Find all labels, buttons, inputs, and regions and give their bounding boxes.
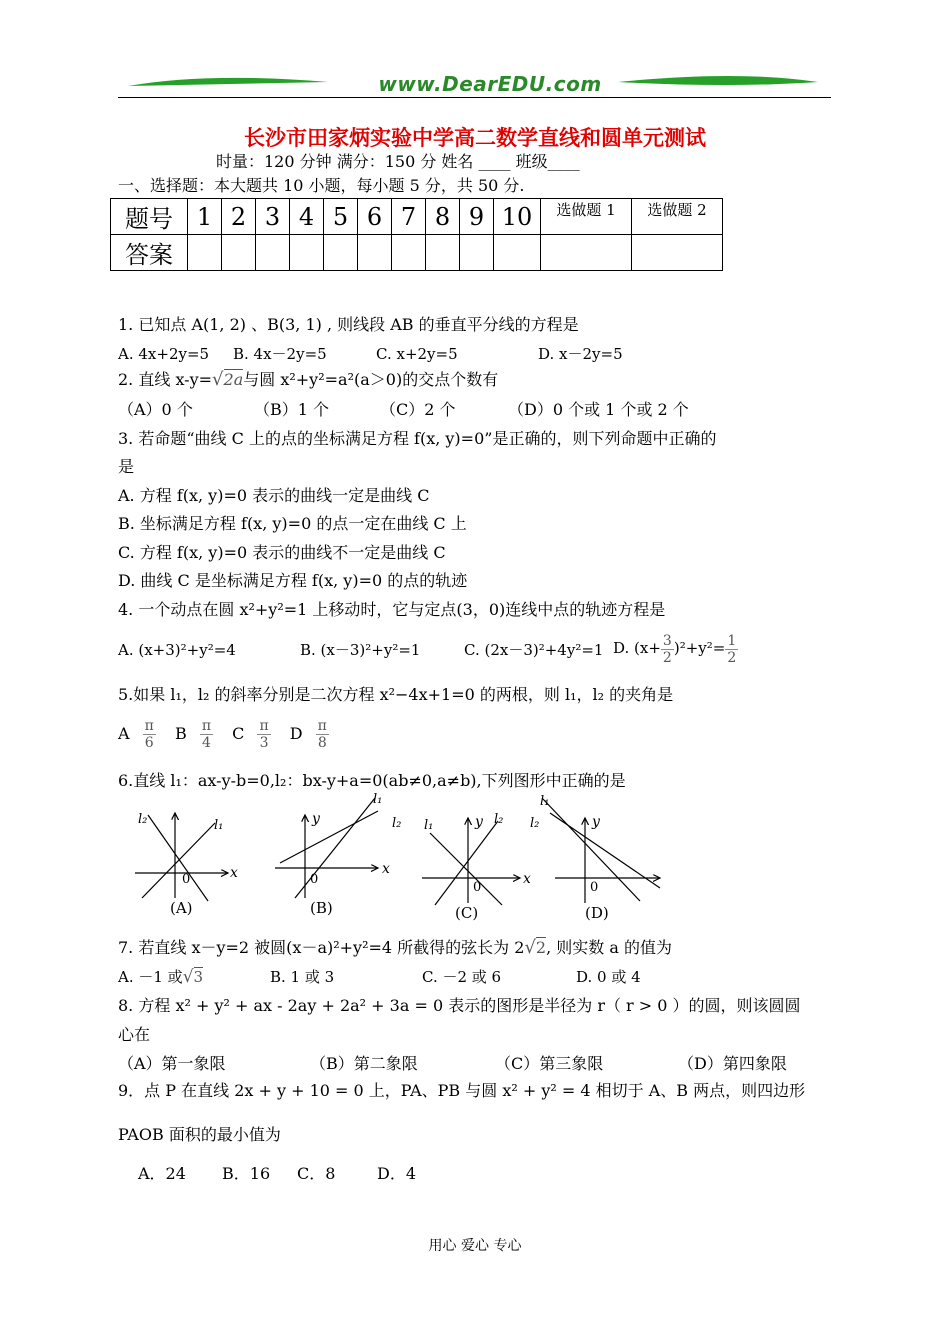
q7-option-b: B. 1 或 3 <box>270 968 335 986</box>
q4-option-c: C. (2x－3)²+4y²=1 <box>464 641 604 659</box>
q8-option-a: （A）第一象限 <box>118 1054 226 1073</box>
q2-option-d: （D）0 个或 1 个或 2 个 <box>508 400 689 419</box>
answer-cell[interactable] <box>426 235 460 271</box>
q8-stem-line2: 心在 <box>118 1025 151 1044</box>
answer-cell[interactable] <box>324 235 358 271</box>
fraction-denominator: 8 <box>317 735 327 751</box>
table-cell: 1 <box>188 199 222 235</box>
table-cell: 4 <box>290 199 324 235</box>
answer-cell[interactable] <box>392 235 426 271</box>
line-label-l2: l₂ <box>392 816 402 831</box>
line-label-l2: l₂ <box>494 812 504 827</box>
q2-stem <box>118 369 498 391</box>
q3-option-b: B. 坐标满足方程 f(x, y)=0 的点一定在曲线 C 上 <box>118 514 467 533</box>
q6-figures <box>130 793 670 923</box>
exam-info: 时量：120 分钟 满分：150 分 姓名 ____ 班级____ <box>216 152 580 171</box>
answer-cell[interactable] <box>222 235 256 271</box>
graph-label-d: (D) <box>585 904 609 922</box>
q7-stem <box>118 937 672 959</box>
q3-option-d: D. 曲线 C 是坐标满足方程 f(x, y)=0 的点的轨迹 <box>118 571 468 590</box>
axis-label-y: y <box>475 814 483 830</box>
q7-option-a <box>118 966 203 988</box>
radical-sign: √ <box>212 369 224 390</box>
fraction-pi-over-4 <box>200 718 213 751</box>
origin-label: 0 <box>473 880 482 895</box>
left-green-swoosh <box>128 78 328 86</box>
answer-cell[interactable] <box>358 235 392 271</box>
answer-cell[interactable] <box>632 235 723 271</box>
q2-option-c: （C）2 个 <box>380 400 456 419</box>
table-cell: 2 <box>222 199 256 235</box>
q4-option-b: B. (x－3)²+y²=1 <box>300 641 421 659</box>
fraction-denominator: 4 <box>201 735 211 751</box>
q8-option-b: （B）第二象限 <box>310 1054 418 1073</box>
q4-option-a: A. (x+3)²+y²=4 <box>118 641 236 659</box>
table-cell: 3 <box>256 199 290 235</box>
q7-stem-post: , 则实数 a 的值为 <box>546 938 672 957</box>
fraction-numerator: π <box>259 718 269 734</box>
q5-stem: 5.如果 l₁，l₂ 的斜率分别是二次方程 x²−4x+1=0 的两根，则 l₁，l₂ 的夹角是 <box>118 685 674 704</box>
answer-cell[interactable] <box>460 235 494 271</box>
origin-label: 0 <box>590 880 599 895</box>
q7-stem-pre: 7. 若直线 x－y=2 被圆(x－a)²+y²=4 所截得的弦长为 2 <box>118 938 525 957</box>
q4-stem: 4. 一个动点在圆 x²+y²=1 上移动时，它与定点(3，0)连线中点的轨迹方程是 <box>118 600 666 619</box>
q1-option-b: B. 4x－2y=5 <box>233 345 327 363</box>
answer-cell[interactable] <box>290 235 324 271</box>
q5-option-a: A <box>118 724 130 743</box>
q4-d-pre: D. (x+ <box>613 639 661 657</box>
graph-label-a: (A) <box>170 899 193 917</box>
fraction-denominator: 3 <box>259 735 269 751</box>
q3-option-a: A. 方程 f(x, y)=0 表示的曲线一定是曲线 C <box>118 486 430 505</box>
origin-label: 0 <box>310 872 319 887</box>
q5-options <box>118 716 329 752</box>
axis-label-y: y <box>592 814 600 830</box>
fraction-pi-over-8 <box>316 718 329 751</box>
q1-option-c: C. x+2y=5 <box>376 345 458 363</box>
table-cell: 10 <box>494 199 541 235</box>
site-logo: www.DearEDU.com <box>378 72 602 96</box>
graph-label-b: (B) <box>310 899 333 917</box>
row-label-answer: 答案 <box>111 235 188 271</box>
answer-cell[interactable] <box>541 235 632 271</box>
q5-option-b: B <box>174 724 187 743</box>
origin-label: 0 <box>182 872 191 887</box>
fraction-pi-over-6 <box>143 718 156 751</box>
q1-option-d: D. x－2y=5 <box>538 345 623 363</box>
q6-stem: 6.直线 l₁：ax-y-b=0,l₂：bx-y+a=0(ab≠0,a≠b),下列图形中正确的是 <box>118 771 626 790</box>
q2-stem-post: 与圆 x²+y²=a²(a＞0)的交点个数有 <box>243 370 499 389</box>
q1-option-a: A. 4x+2y=5 <box>118 345 210 363</box>
graph-b <box>275 798 378 898</box>
line-label-l2: l₂ <box>138 812 148 827</box>
q7-option-c: C. －2 或 6 <box>422 968 502 986</box>
fraction-denominator: 2 <box>662 649 672 666</box>
q4-option-d <box>613 630 738 666</box>
fraction-numerator: 3 <box>662 632 672 649</box>
axis-label-x: x <box>230 865 238 881</box>
q2-stem-pre: 2. 直线 x-y= <box>118 370 213 389</box>
q8-option-d: （D）第四象限 <box>678 1054 787 1073</box>
q1-stem: 1. 已知点 A(1, 2) 、B(3, 1) , 则线段 AB 的垂直平分线的方程是 <box>118 315 579 334</box>
table-cell: 8 <box>426 199 460 235</box>
page-footer: 用心 爱心 专心 <box>428 1238 522 1254</box>
fraction <box>661 633 674 666</box>
fraction-numerator: π <box>144 718 154 734</box>
q3-stem-line1: 3. 若命题“曲线 C 上的点的坐标满足方程 f(x, y)=0”是正确的，则下列命题中正确的 <box>118 429 717 448</box>
line-label-l1: l₁ <box>540 794 550 809</box>
line-label-l1: l₁ <box>424 818 434 833</box>
fraction <box>725 633 738 666</box>
q2-option-b: （B）1 个 <box>254 400 330 419</box>
axis-label-y: y <box>312 811 320 827</box>
q7-option-d: D. 0 或 4 <box>576 968 641 986</box>
graph-c <box>422 818 520 905</box>
q8-option-c: （C）第三象限 <box>495 1054 604 1073</box>
table-cell: 7 <box>392 199 426 235</box>
q8-stem-line1: 8. 方程 x² + y² + ax - 2ay + 2a² + 3a = 0 表示的图形是半径为 r（ r > 0 ）的圆，则该圆圆 <box>118 996 801 1015</box>
answer-cell[interactable] <box>494 235 541 271</box>
q9-stem-line1: 9．点 P 在直线 2x + y + 10 = 0 上，PA、PB 与圆 x² + y² = 4 相切于 A、B 两点，则四边形 <box>118 1081 806 1100</box>
right-green-swoosh <box>618 76 818 85</box>
q9-option-c: C．8 <box>297 1164 336 1183</box>
page-title: 长沙市田家炳实验中学高二数学直线和圆单元测试 <box>244 125 706 150</box>
answer-table <box>110 198 723 271</box>
q7-a-pre: A. －1 或 <box>118 968 183 986</box>
axis-label-x: x <box>382 861 390 877</box>
table-cell: 6 <box>358 199 392 235</box>
graph-label-c: (C) <box>455 904 479 922</box>
table-row <box>111 235 723 271</box>
fraction-denominator: 2 <box>727 649 737 666</box>
q9-option-a: A．24 <box>138 1164 186 1183</box>
q9-option-b: B．16 <box>222 1164 271 1183</box>
fraction-numerator: π <box>201 718 212 734</box>
table-cell-elective-1: 选做题 1 <box>541 199 632 235</box>
q5-option-c: C <box>232 724 245 743</box>
table-cell: 5 <box>324 199 358 235</box>
section-heading: 一、选择题：本大题共 10 小题，每小题 5 分，共 50 分. <box>118 176 525 195</box>
q2-radicand: 2a <box>223 370 244 389</box>
fraction-numerator: π <box>317 718 327 734</box>
q5-option-d: D <box>289 724 303 743</box>
line-label-l1: l₁ <box>214 818 224 833</box>
line-label-l1: l₁ <box>373 793 383 807</box>
q7-radicand: 2 <box>535 938 547 957</box>
q2-option-a: （A）0 个 <box>118 400 193 419</box>
q9-option-d: D．4 <box>377 1164 417 1183</box>
fraction-numerator: 1 <box>727 632 737 649</box>
axis-label-x: x <box>523 871 531 887</box>
header-rule <box>118 97 831 98</box>
fraction-pi-over-3 <box>257 718 270 751</box>
fraction-denominator: 6 <box>144 735 154 751</box>
q7-a-radicand: 3 <box>193 968 204 986</box>
q3-option-c: C. 方程 f(x, y)=0 表示的曲线不一定是曲线 C <box>118 543 446 562</box>
graph-d <box>542 798 660 903</box>
table-row <box>111 199 723 235</box>
row-label-number: 题号 <box>111 199 188 235</box>
q3-stem-line2: 是 <box>118 457 135 476</box>
q9-stem-line2: PAOB 面积的最小值为 <box>118 1125 281 1144</box>
line-label-l2: l₂ <box>530 816 540 831</box>
table-cell-elective-2: 选做题 2 <box>632 199 723 235</box>
radical-sign: √ <box>182 967 194 987</box>
q4-d-mid: )²+y²= <box>673 639 726 657</box>
answer-cell[interactable] <box>256 235 290 271</box>
answer-cell[interactable] <box>188 235 222 271</box>
table-cell: 9 <box>460 199 494 235</box>
radical-sign: √ <box>524 937 536 958</box>
